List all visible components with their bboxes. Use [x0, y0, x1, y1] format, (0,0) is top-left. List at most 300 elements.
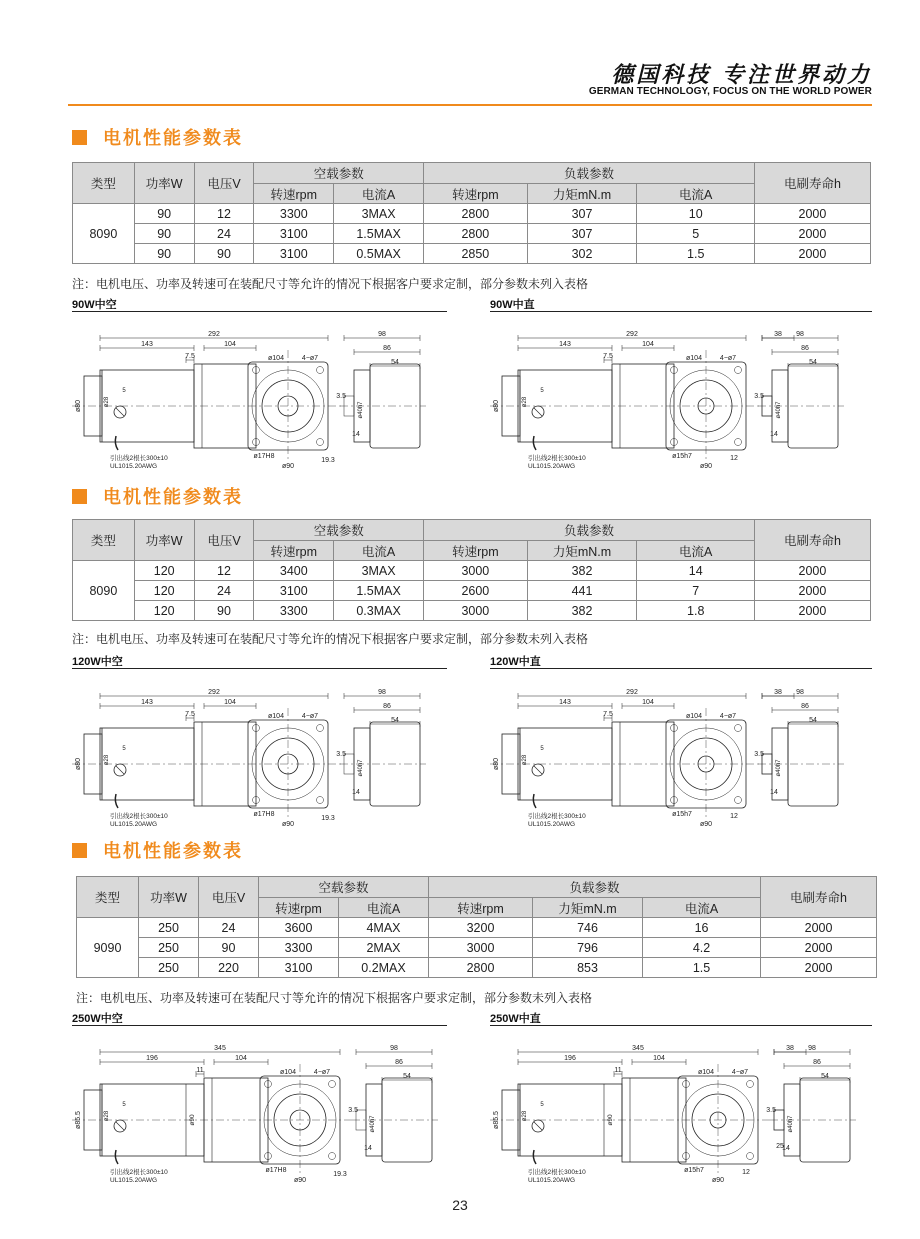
table-cell: 90: [134, 244, 194, 264]
table-cell: 220: [199, 958, 259, 978]
drawing-label-hollow: 90W中空: [72, 299, 117, 311]
dim-5: 5: [122, 388, 126, 394]
dim-pcd: ø104: [268, 355, 284, 362]
model-cell: 8090: [73, 561, 135, 621]
table-cell: 0.5MAX: [334, 244, 424, 264]
dim-flange-label: 86: [801, 345, 809, 352]
dim-cap-dia: ø28: [104, 754, 110, 766]
table-cell: 1.5: [637, 244, 755, 264]
header-type: 类型: [73, 163, 135, 204]
table-cell: 3300: [259, 938, 339, 958]
header-noload-current: 电流A: [339, 898, 429, 918]
table-cell: 2800: [424, 224, 528, 244]
table-cell: 2MAX: [339, 938, 429, 958]
dim-pilot: ø40h7: [776, 401, 782, 419]
table-row: [73, 561, 871, 581]
lead-wire: [533, 794, 536, 808]
table-cell: 2000: [755, 244, 871, 264]
table-cell: 120: [134, 561, 194, 581]
dim-14: 14: [770, 431, 778, 438]
table-row: [73, 581, 871, 601]
drawing-label-hollow: 250W中空: [72, 1013, 123, 1025]
page-number: 23: [452, 1197, 468, 1213]
table-header-row: [73, 163, 871, 184]
dim-cap-dia: ø28: [522, 754, 528, 766]
dim-gear-length-label: 104: [653, 1055, 665, 1062]
dim-face: ø90: [281, 821, 295, 826]
header-noload: 空载参数: [259, 877, 429, 898]
dim-38-label: 38: [774, 689, 782, 696]
dim-flange-label: 86: [813, 1059, 821, 1066]
table-cell: 1.5MAX: [334, 581, 424, 601]
dim-face: ø90: [281, 463, 295, 468]
mount-hole: [735, 367, 742, 374]
dim-pilot: ø40h7: [370, 1115, 376, 1133]
dim-flange-label: 86: [383, 345, 391, 352]
lead-wire: [115, 1150, 118, 1164]
drawing-label-straight: 120W中直: [490, 656, 541, 668]
mount-hole: [747, 1153, 754, 1160]
dim-width-label: 98: [378, 689, 386, 696]
table-cell: 12: [194, 561, 254, 581]
header-type: 类型: [73, 520, 135, 561]
dim-holes: 4−ø7: [719, 713, 737, 720]
table-row: [77, 958, 877, 978]
dim-face: ø90: [699, 463, 713, 468]
dim-shaft-dia: ø15h7: [672, 453, 692, 460]
dim-holes: 4−ø7: [301, 355, 319, 362]
mount-hole: [735, 797, 742, 804]
dim-width-label: 98: [796, 331, 804, 338]
dim-shaft-len-label: 54: [391, 359, 399, 366]
dim-total-length-label: 292: [626, 689, 638, 696]
table-note: 注：电机电压、功率及转速可在装配尺寸等允许的情况下根据客户要求定制，部分参数未列入表格: [72, 277, 589, 291]
table-note: 注：电机电压、功率及转速可在装配尺寸等允许的情况下根据客户要求定制，部分参数未列入表格: [76, 991, 593, 1005]
dim-gear-length-label: 104: [642, 699, 654, 706]
table-cell: 3000: [424, 561, 528, 581]
wire-note: 引出线2根长300±10: [110, 1169, 168, 1176]
dim-width-label: 98: [808, 1045, 816, 1052]
table-cell: 3MAX: [334, 561, 424, 581]
dim-key: 19.3: [333, 1171, 347, 1178]
dim-cap-dia: ø28: [522, 396, 528, 408]
mount-hole: [317, 797, 324, 804]
mount-hole: [317, 367, 324, 374]
brush-slot: [116, 1122, 124, 1130]
drawing-label-underline: [72, 311, 447, 312]
motor-drawing-straight-shaft: [486, 318, 878, 468]
dim-gear-length-label: 104: [224, 341, 236, 348]
header-noload-speed: 转速rpm: [254, 541, 334, 561]
section-title-text: 电机性能参数表: [103, 128, 243, 149]
header-noload-current: 电流A: [334, 541, 424, 561]
dim-5: 5: [540, 388, 544, 394]
header-noload: 空载参数: [254, 520, 424, 541]
brush-slot: [116, 766, 124, 774]
brand-slogan-en: GERMAN TECHNOLOGY, FOCUS ON THE WORLD POWER: [588, 86, 872, 97]
dim-3-5: 3.5: [766, 1107, 776, 1114]
dim-body-length-label: 196: [564, 1055, 576, 1062]
dim-face: ø90: [711, 1177, 725, 1182]
dim-pcd: ø104: [686, 355, 702, 362]
lead-wire: [115, 436, 118, 450]
spec-table: [72, 519, 871, 621]
header-load-speed: 转速rpm: [424, 184, 528, 204]
dim-motor-dia: ø90: [189, 1114, 196, 1126]
table-cell: 1.5MAX: [334, 224, 424, 244]
motor-drawing-straight-shaft: [486, 1032, 878, 1182]
table-cell: 2600: [424, 581, 528, 601]
table-cell: 90: [134, 224, 194, 244]
table-cell: 2800: [429, 958, 533, 978]
wire-note: 引出线2根长300±10: [110, 455, 168, 462]
dim-body-length-label: 143: [141, 699, 153, 706]
drawing-label-underline: [72, 668, 447, 669]
table-cell: 3100: [254, 581, 334, 601]
table-cell: 0.2MAX: [339, 958, 429, 978]
table-cell: 2800: [424, 204, 528, 224]
motor-drawing-hollow-shaft: [68, 1032, 460, 1182]
dim-step-label: 11: [614, 1067, 622, 1074]
mount-hole: [329, 1153, 336, 1160]
dim-body-dia: ø80: [493, 399, 500, 413]
dim-flange-label: 86: [801, 703, 809, 710]
header-load-current: 电流A: [637, 184, 755, 204]
dim-body-dia: ø85.5: [493, 1111, 500, 1129]
dim-14: 14: [352, 789, 360, 796]
dim-holes: 4−ø7: [719, 355, 737, 362]
table-cell: 2000: [761, 958, 877, 978]
mount-hole: [735, 439, 742, 446]
table-cell: 302: [527, 244, 637, 264]
dim-key: 12: [730, 455, 738, 462]
dim-38-label: 38: [786, 1045, 794, 1052]
table-cell: 16: [643, 918, 761, 938]
dim-body-dia: ø80: [75, 399, 82, 413]
table-cell: 3300: [254, 204, 334, 224]
header-load-current: 电流A: [643, 898, 761, 918]
mount-hole: [317, 439, 324, 446]
dim-cap-dia: ø28: [522, 1110, 528, 1122]
dim-gear-length-label: 104: [235, 1055, 247, 1062]
dim-14: 14: [352, 431, 360, 438]
header-noload-speed: 转速rpm: [254, 184, 334, 204]
dim-pilot: ø40h7: [788, 1115, 794, 1133]
dim-gear-length-label: 104: [642, 341, 654, 348]
header-power: 功率W: [134, 163, 194, 204]
table-cell: 796: [533, 938, 643, 958]
table-cell: 2850: [424, 244, 528, 264]
header-power: 功率W: [134, 520, 194, 561]
dim-cap-dia: ø28: [104, 1110, 110, 1122]
wire-note: 引出线2根长300±10: [528, 813, 586, 820]
dim-14: 14: [782, 1145, 790, 1152]
wire-note: 引出线2根长300±10: [528, 1169, 586, 1176]
drawing-label-underline: [72, 1025, 447, 1026]
model-cell: 9090: [77, 918, 139, 978]
dim-width-label: 98: [378, 331, 386, 338]
header-brush-life: 电刷寿命h: [755, 520, 871, 561]
dim-body-dia: ø80: [493, 757, 500, 771]
dim-shaft-dia: ø15h7: [684, 1167, 704, 1174]
table-cell: 5: [637, 224, 755, 244]
table-cell: 250: [139, 958, 199, 978]
dim-body-length-label: 143: [141, 341, 153, 348]
dim-pcd: ø104: [686, 713, 702, 720]
table-cell: 2000: [755, 561, 871, 581]
table-cell: 1.8: [637, 601, 755, 621]
table-cell: 90: [194, 601, 254, 621]
wire-spec: UL1015,20AWG: [528, 463, 576, 468]
dim-body-length-label: 143: [559, 699, 571, 706]
dim-step-label: 7.5: [603, 353, 613, 360]
dim-gear-length-label: 104: [224, 699, 236, 706]
table-cell: 14: [637, 561, 755, 581]
dim-pilot: ø40h7: [776, 759, 782, 777]
dim-body-length-label: 143: [559, 341, 571, 348]
dim-shaft-dia: ø15h7: [672, 811, 692, 818]
table-cell: 3400: [254, 561, 334, 581]
section-title-text: 电机性能参数表: [103, 487, 243, 508]
dim-shaft-len-label: 54: [403, 1073, 411, 1080]
dim-key: 12: [742, 1169, 750, 1176]
table-cell: 24: [199, 918, 259, 938]
table-row: [73, 601, 871, 621]
dim-cap-dia: ø28: [104, 396, 110, 408]
mount-hole: [735, 725, 742, 732]
dim-holes: 4−ø7: [313, 1069, 331, 1076]
header-load-torque: 力矩mN.m: [527, 184, 637, 204]
table-cell: 120: [134, 581, 194, 601]
dim-bore: ø17H8: [253, 453, 275, 460]
dim-body-dia: ø80: [75, 757, 82, 771]
drawing-label-hollow: 120W中空: [72, 656, 123, 668]
dim-holes: 4−ø7: [301, 713, 319, 720]
table-cell: 307: [527, 204, 637, 224]
dim-5: 5: [540, 1102, 544, 1108]
dim-pcd: ø104: [698, 1069, 714, 1076]
wire-spec: UL1015,20AWG: [528, 1177, 576, 1182]
dim-total-length-label: 345: [214, 1045, 226, 1052]
section-title-text: 电机性能参数表: [103, 841, 243, 862]
table-cell: 3000: [424, 601, 528, 621]
table-row: [73, 204, 871, 224]
table-header-row: [77, 877, 877, 898]
table-row: [73, 224, 871, 244]
dim-total-length-label: 292: [626, 331, 638, 338]
dim-step-label: 7.5: [185, 711, 195, 718]
motor-drawing-hollow-shaft: [68, 318, 460, 468]
header-voltage: 电压V: [194, 163, 254, 204]
drawing-label-underline: [490, 668, 872, 669]
spec-table: [76, 876, 877, 978]
table-cell: 250: [139, 938, 199, 958]
header-load-torque: 力矩mN.m: [527, 541, 637, 561]
mount-hole: [747, 1081, 754, 1088]
dim-shaft-len-label: 54: [821, 1073, 829, 1080]
table-cell: 4MAX: [339, 918, 429, 938]
table-cell: 2000: [761, 918, 877, 938]
table-cell: 4.2: [643, 938, 761, 958]
dim-total-length-label: 345: [632, 1045, 644, 1052]
header-noload-current: 电流A: [334, 184, 424, 204]
table-cell: 24: [194, 581, 254, 601]
drawing-label-underline: [490, 311, 872, 312]
dim-key: 19.3: [321, 815, 335, 822]
table-cell: 120: [134, 601, 194, 621]
header-load-speed: 转速rpm: [429, 898, 533, 918]
brush-slot: [116, 408, 124, 416]
dim-shaft-len-label: 54: [809, 359, 817, 366]
dim-shaft-len-label: 54: [391, 717, 399, 724]
header-load: 负载参数: [429, 877, 761, 898]
dim-shaft-len-label: 54: [809, 717, 817, 724]
header-load: 负载参数: [424, 520, 755, 541]
table-cell: 7: [637, 581, 755, 601]
table-cell: 3300: [254, 601, 334, 621]
dim-pcd: ø104: [280, 1069, 296, 1076]
dim-bore: ø17H8: [253, 811, 275, 818]
table-cell: 24: [194, 224, 254, 244]
table-cell: 853: [533, 958, 643, 978]
dim-pcd: ø104: [268, 713, 284, 720]
table-cell: 90: [199, 938, 259, 958]
dim-key: 19.3: [321, 457, 335, 464]
bullet-square-icon: [72, 843, 87, 858]
table-cell: 1.5: [643, 958, 761, 978]
header-load: 负载参数: [424, 163, 755, 184]
table-row: [77, 918, 877, 938]
header-load-speed: 转速rpm: [424, 541, 528, 561]
motor-drawing-hollow-shaft: [68, 676, 460, 826]
table-cell: 3600: [259, 918, 339, 938]
dim-key: 12: [730, 813, 738, 820]
dim-face: ø90: [699, 821, 713, 826]
header-power: 功率W: [139, 877, 199, 918]
header-divider: [68, 104, 872, 106]
dim-25: 25: [776, 1143, 784, 1150]
wire-spec: UL1015,20AWG: [110, 463, 158, 468]
dim-3-5: 3.5: [348, 1107, 358, 1114]
wire-note: 引出线2根长300±10: [528, 455, 586, 462]
header-load-current: 电流A: [637, 541, 755, 561]
dim-3-5: 3.5: [754, 393, 764, 400]
table-cell: 10: [637, 204, 755, 224]
brush-slot: [534, 1122, 542, 1130]
wire-spec: UL1015,20AWG: [110, 1177, 158, 1182]
table-cell: 2000: [755, 581, 871, 601]
table-note: 注：电机电压、功率及转速可在装配尺寸等允许的情况下根据客户要求定制，部分参数未列入表格: [72, 632, 589, 646]
header-voltage: 电压V: [199, 877, 259, 918]
spec-table: [72, 162, 871, 264]
mount-hole: [329, 1081, 336, 1088]
dim-pilot: ø40h7: [358, 759, 364, 777]
header-load-torque: 力矩mN.m: [533, 898, 643, 918]
dim-14: 14: [770, 789, 778, 796]
table-row: [77, 938, 877, 958]
header-brush-life: 电刷寿命h: [761, 877, 877, 918]
dim-flange-label: 86: [383, 703, 391, 710]
table-cell: 2000: [755, 601, 871, 621]
table-cell: 2000: [761, 938, 877, 958]
dim-total-length-label: 292: [208, 331, 220, 338]
dim-pilot: ø40h7: [358, 401, 364, 419]
dim-motor-dia: ø90: [607, 1114, 614, 1126]
header-voltage: 电压V: [194, 520, 254, 561]
dim-5: 5: [122, 746, 126, 752]
dim-14: 14: [364, 1145, 372, 1152]
table-cell: 382: [527, 601, 637, 621]
brush-slot: [534, 408, 542, 416]
table-header-row: [73, 520, 871, 541]
table-cell: 3000: [429, 938, 533, 958]
table-cell: 90: [194, 244, 254, 264]
dim-3-5: 3.5: [754, 751, 764, 758]
table-cell: 0.3MAX: [334, 601, 424, 621]
header-noload-speed: 转速rpm: [259, 898, 339, 918]
table-row: [73, 244, 871, 264]
dim-step-label: 11: [196, 1067, 204, 1074]
dim-width-label: 98: [796, 689, 804, 696]
table-cell: 2000: [755, 204, 871, 224]
motor-drawing-straight-shaft: [486, 676, 878, 826]
dim-5: 5: [540, 746, 544, 752]
table-cell: 441: [527, 581, 637, 601]
wire-spec: UL1015,20AWG: [528, 821, 576, 826]
section-title: [72, 483, 243, 509]
table-cell: 12: [194, 204, 254, 224]
brush-slot: [534, 766, 542, 774]
wire-spec: UL1015,20AWG: [110, 821, 158, 826]
drawing-label-straight: 250W中直: [490, 1013, 541, 1025]
lead-wire: [115, 794, 118, 808]
wire-note: 引出线2根长300±10: [110, 813, 168, 820]
dim-holes: 4−ø7: [731, 1069, 749, 1076]
drawing-label-underline: [490, 1025, 872, 1026]
table-cell: 3100: [259, 958, 339, 978]
dim-total-length-label: 292: [208, 689, 220, 696]
table-cell: 3100: [254, 244, 334, 264]
dim-width-label: 98: [390, 1045, 398, 1052]
table-cell: 3200: [429, 918, 533, 938]
drawing-label-straight: 90W中直: [490, 299, 535, 311]
brand-slogan-cn: 德国科技 专注世界动力: [611, 62, 872, 88]
dim-bore: ø17H8: [265, 1167, 287, 1174]
model-cell: 8090: [73, 204, 135, 264]
table-cell: 307: [527, 224, 637, 244]
bullet-square-icon: [72, 489, 87, 504]
table-cell: 3MAX: [334, 204, 424, 224]
dim-body-dia: ø85.5: [75, 1111, 82, 1129]
header-type: 类型: [77, 877, 139, 918]
table-cell: 3100: [254, 224, 334, 244]
dim-body-length-label: 196: [146, 1055, 158, 1062]
header-brush-life: 电刷寿命h: [755, 163, 871, 204]
table-cell: 2000: [755, 224, 871, 244]
dim-step-label: 7.5: [185, 353, 195, 360]
dim-38-label: 38: [774, 331, 782, 338]
table-cell: 746: [533, 918, 643, 938]
section-title: [72, 837, 243, 863]
dim-3-5: 3.5: [336, 751, 346, 758]
dim-step-label: 7.5: [603, 711, 613, 718]
dim-face: ø90: [293, 1177, 307, 1182]
section-title: [72, 124, 243, 150]
table-cell: 90: [134, 204, 194, 224]
lead-wire: [533, 436, 536, 450]
table-cell: 250: [139, 918, 199, 938]
mount-hole: [317, 725, 324, 732]
